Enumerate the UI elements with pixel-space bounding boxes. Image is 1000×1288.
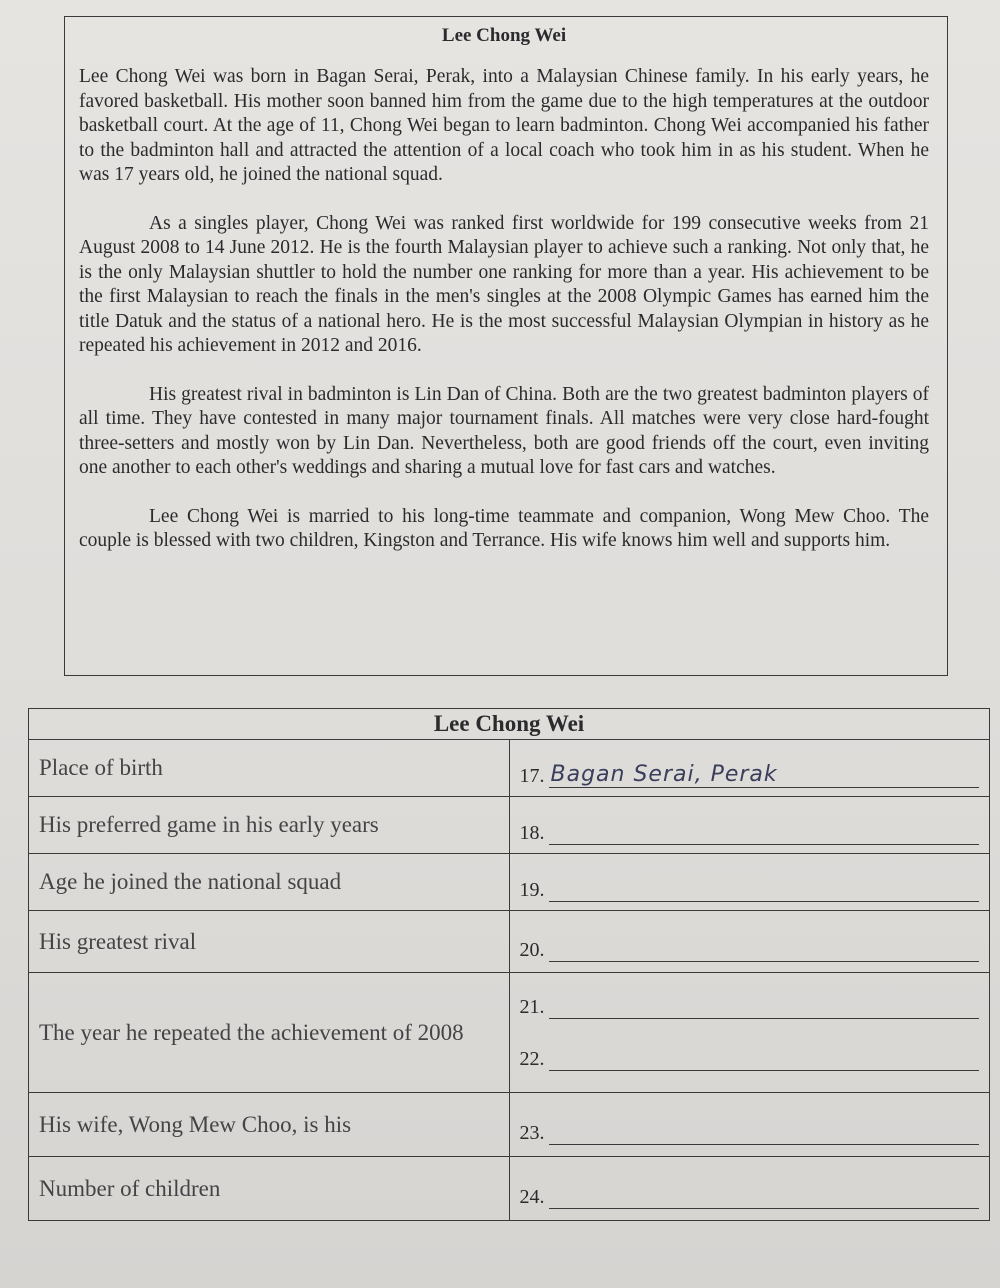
handwritten-answer: Bagan Serai, Perak — [550, 762, 778, 787]
table-row — [29, 973, 990, 1093]
table-row — [29, 854, 990, 911]
row-label: His greatest rival — [29, 911, 510, 973]
passage-paragraph-1: Lee Chong Wei was born in Bagan Serai, Perak, into a Malaysian Chinese family. In his early years, he favored basketball. His mother soon banned him from the game due to the high temperatures at the outdoor basketball court. At the age of 11, Chong Wei began to learn badminton. Chong Wei accompanied his father to the badminton hall and attracted the attention of a local coach who took him in as his student. When he was 17 years old, he joined the national squad. — [79, 66, 929, 185]
table-row — [29, 911, 990, 973]
answer-cell[interactable] — [509, 911, 990, 973]
passage-title: Lee Chong Wei — [441, 25, 567, 46]
question-number: 24. — [519, 1185, 545, 1208]
answer-cell[interactable] — [509, 797, 990, 854]
table-header-row — [29, 709, 990, 740]
answer-cell[interactable] — [509, 854, 990, 911]
row-label: His wife, Wong Mew Choo, is his — [29, 1093, 510, 1157]
answer-blank[interactable] — [549, 879, 980, 902]
answer-cell[interactable] — [509, 740, 990, 797]
answer-blank[interactable] — [549, 822, 980, 845]
answer-cell[interactable] — [509, 973, 990, 1093]
question-number: 22. — [519, 1048, 545, 1070]
row-label: The year he repeated the achievement of 2008 — [29, 973, 510, 1093]
row-label: Place of birth — [29, 740, 510, 797]
reading-passage — [64, 16, 948, 676]
passage-paragraph-3: His greatest rival in badminton is Lin Dan of China. Both are the two greatest badminton players of all time. They have contested in many major tournament finals. All matches were very close hard-fought three-setters and mostly won by Lin Dan. Nevertheless, both are good friends off the court, even inviting one another to each other's weddings and sharing a mutual love for fast cars and watches. — [79, 383, 929, 478]
question-number: 17. — [519, 765, 545, 787]
question-number: 19. — [519, 879, 545, 901]
question-number: 18. — [519, 822, 545, 844]
table-title: Lee Chong Wei — [29, 709, 990, 740]
question-number: 23. — [519, 1121, 545, 1144]
row-label: Age he joined the national squad — [29, 854, 510, 911]
question-number: 20. — [519, 938, 545, 961]
answer-blank[interactable] — [549, 939, 980, 962]
passage-paragraph-2: As a singles player, Chong Wei was ranked first worldwide for 199 consecutive weeks from 21 August 2008 to 14 June 2012. He is the fourth Malaysian player to achieve such a ranking. Not only that, he is the only Malaysian shuttler to hold the number one ranking for more than a year. His achievement to be the first Malaysian to reach the finals in the men's singles at the 2008 Olympic Games has earned him the title Datuk and the status of a national hero. He is the most successful Malaysian Olympian in history as he repeated his achievement in 2012 and 2016. — [79, 212, 929, 356]
answer-blank[interactable] — [549, 1186, 980, 1209]
passage-paragraph-4: Lee Chong Wei is married to his long-time teammate and companion, Wong Mew Choo. The couple is blessed with two children, Kingston and Terrance. His wife knows him well and supports him. — [79, 505, 929, 551]
answer-blank[interactable] — [549, 1122, 980, 1145]
row-label: Number of children — [29, 1157, 510, 1221]
table-row — [29, 797, 990, 854]
table-row — [29, 740, 990, 797]
info-transfer-table — [28, 708, 990, 1221]
question-number: 21. — [519, 996, 545, 1018]
answer-blank[interactable] — [549, 996, 980, 1019]
answer-blank[interactable] — [549, 1048, 980, 1071]
answer-blank[interactable] — [549, 762, 980, 788]
table-row — [29, 1157, 990, 1221]
table-row — [29, 1093, 990, 1157]
row-label: His preferred game in his early years — [29, 797, 510, 854]
answer-cell[interactable] — [509, 1093, 990, 1157]
answer-cell[interactable] — [509, 1157, 990, 1221]
